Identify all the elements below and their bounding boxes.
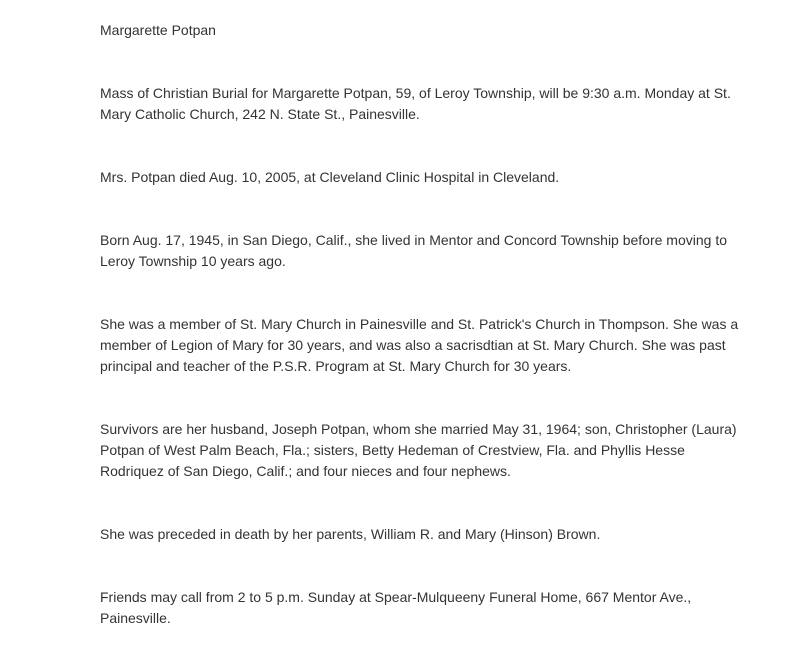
obituary-body [100,20,740,656]
paragraph-survivors: Survivors are her husband, Joseph Potpan, whom she married May 31, 1964; son, Christopher (Laura) Potpan of West Palm Beach, Fla.; sisters, Betty Hedeman of Crestview, Fla. and Phyllis Hesse Rodriquez of San Diego, Calif.; and four nieces and four nephews. [100,421,737,479]
paragraph-birth: Born Aug. 17, 1945, in San Diego, Calif., she lived in Mentor and Concord Township before moving to Leroy Township 10 years ago. [100,232,728,269]
paragraph-membership: She was a member of St. Mary Church in Painesville and St. Patrick's Church in Thompson. She was a member of Legion of Mary for 30 years, and was also a sacrisdtian at St. Mary Church. She was past principal and teacher of the P.S.R. Program at St. Mary Church for 30 years. [100,316,739,374]
obituary-name: Margarette Potpan [100,22,216,38]
paragraph-death: Mrs. Potpan died Aug. 10, 2005, at Cleveland Clinic Hospital in Cleveland. [100,169,560,185]
paragraph-preceded: She was preceded in death by her parents, William R. and Mary (Hinson) Brown. [100,526,601,542]
paragraph-visitation: Friends may call from 2 to 5 p.m. Sunday at Spear-Mulqueeny Funeral Home, 667 Mentor Ave., Painesville. [100,589,692,626]
paragraph-burial: Mass of Christian Burial for Margarette Potpan, 59, of Leroy Township, will be 9:30 a.m. Monday at St. Mary Catholic Church, 242 N. State St., Painesville. [100,85,731,122]
